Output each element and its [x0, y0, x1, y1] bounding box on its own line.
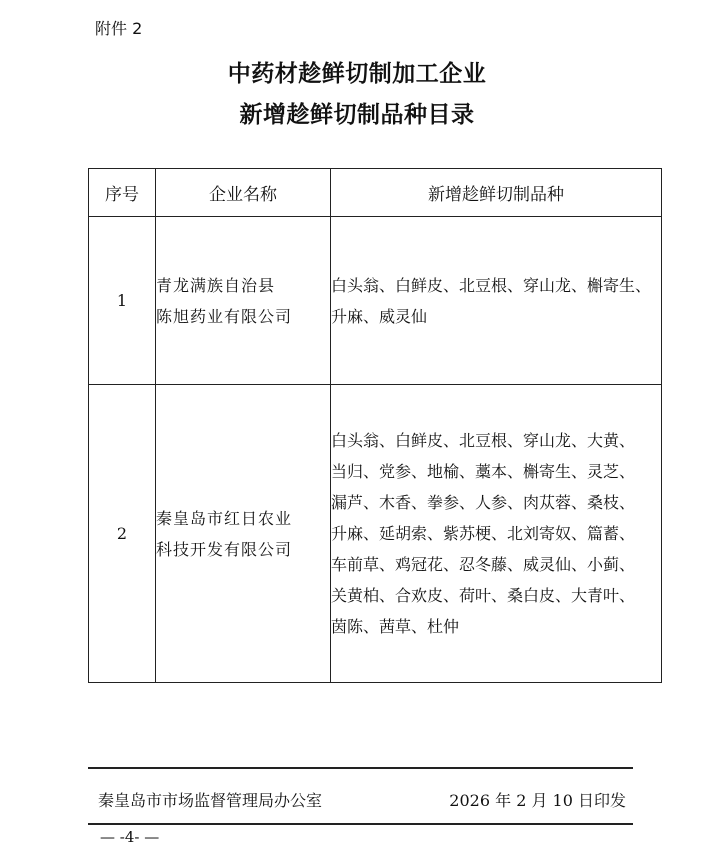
variety-catalog-table	[88, 168, 662, 683]
page-number: — -4- —	[100, 828, 160, 846]
company-name-line: 陈旭药业有限公司	[156, 306, 293, 326]
variety-list-line: 当归、党参、地榆、藁本、槲寄生、灵芝、	[331, 462, 636, 481]
footer-issue-date: 2026 年 2 月 10 日印发	[449, 791, 626, 810]
variety-list-line: 升麻、延胡索、紫苏梗、北刘寄奴、篇蓄、	[331, 524, 636, 543]
footer-bottom-rule	[88, 823, 633, 825]
row-variety-list	[331, 217, 662, 385]
variety-list-line: 升麻、威灵仙	[331, 306, 428, 326]
row-company-name	[156, 217, 331, 385]
variety-list-line: 白头翁、白鲜皮、北豆根、穿山龙、槲寄生、	[331, 275, 652, 295]
table-row	[89, 217, 662, 385]
company-name-line: 青龙满族自治县	[156, 275, 276, 295]
row-company-name	[156, 385, 331, 683]
row-variety-list	[331, 385, 662, 683]
company-name-line: 科技开发有限公司	[156, 539, 293, 559]
row-serial-number: 1	[89, 217, 156, 385]
table-row	[89, 385, 662, 683]
variety-list-line: 白头翁、白鲜皮、北豆根、穿山龙、大黄、	[331, 431, 636, 450]
header-new-varieties: 新增趁鲜切制品种	[331, 169, 662, 217]
document-title-line-1: 中药材趁鲜切制加工企业	[227, 60, 487, 87]
attachment-label: 附件 2	[95, 19, 143, 38]
variety-list-line: 茵陈、茜草、杜仲	[331, 617, 460, 636]
header-company-name: 企业名称	[156, 169, 331, 217]
company-name-line: 秦皇岛市红日农业	[156, 508, 293, 528]
footer-issuer: 秦皇岛市市场监督管理局办公室	[98, 791, 323, 810]
variety-list-line: 车前草、鸡冠花、忍冬藤、威灵仙、小蓟、	[331, 555, 636, 574]
row-serial-number: 2	[89, 385, 156, 683]
document-title-line-2: 新增趁鲜切制品种目录	[239, 101, 475, 128]
table-header-row	[89, 169, 662, 217]
variety-list-line: 关黄柏、合欢皮、荷叶、桑白皮、大青叶、	[331, 586, 636, 605]
header-serial-number: 序号	[89, 169, 156, 217]
variety-list-line: 漏芦、木香、拳参、人参、肉苁蓉、桑枝、	[331, 493, 636, 512]
footer-top-rule	[88, 767, 633, 769]
